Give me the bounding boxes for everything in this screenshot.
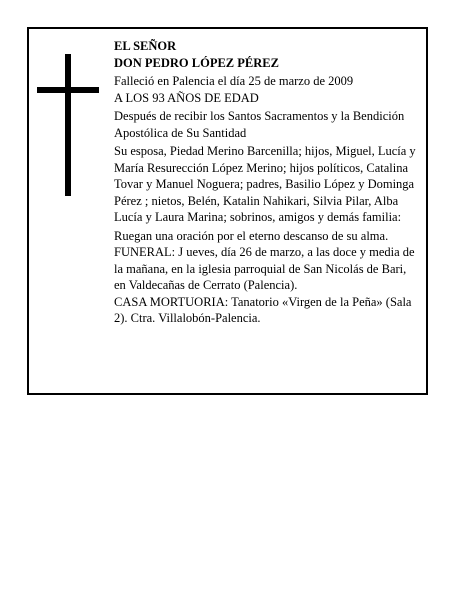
title-line-1: EL SEÑOR (114, 39, 177, 53)
cross-icon (37, 54, 99, 196)
cross-horizontal-bar (37, 87, 99, 93)
obituary-text (114, 38, 420, 327)
deceased-name: DON PEDRO LÓPEZ PÉREZ (114, 55, 279, 70)
casa-mortuoria-paragraph: CASA MORTUORIA: Tanatorio «Virgen de la Peña» (Sala 2). Ctra. Villalobón-Palencia. (114, 294, 412, 325)
sacraments-paragraph: Después de recibir los Santos Sacramentos y la Bendición Apostólica de Su Santidad (114, 109, 405, 140)
funeral-paragraph: FUNERAL: J ueves, día 26 de marzo, a las doce y media de la mañana, en la iglesia parroquial de San Nicolás de Bari, en Valdecañas de Cerrato (Palencia). (114, 245, 415, 292)
cross-vertical-bar (65, 54, 71, 196)
death-date-line: Falleció en Palencia el día 25 de marzo de 2009 (114, 74, 354, 88)
age-line: A LOS 93 AÑOS DE EDAD (114, 90, 259, 105)
family-paragraph: Su esposa, Piedad Merino Barcenilla; hijos, Miguel, Lucía y María Resurección López Merino; hijos políticos, Catalina Tovar y Manuel Noguera; padres, Basilio López y Dominga Pérez ; nietos, Belén, Katalin Nahikari, Silvia Pilar, Alba Lucía y Laura Marina; sobrinos, amigos y demás familia: (114, 144, 416, 224)
prayer-line: Ruegan una oración por el eterno descanso de su alma. (114, 228, 389, 243)
